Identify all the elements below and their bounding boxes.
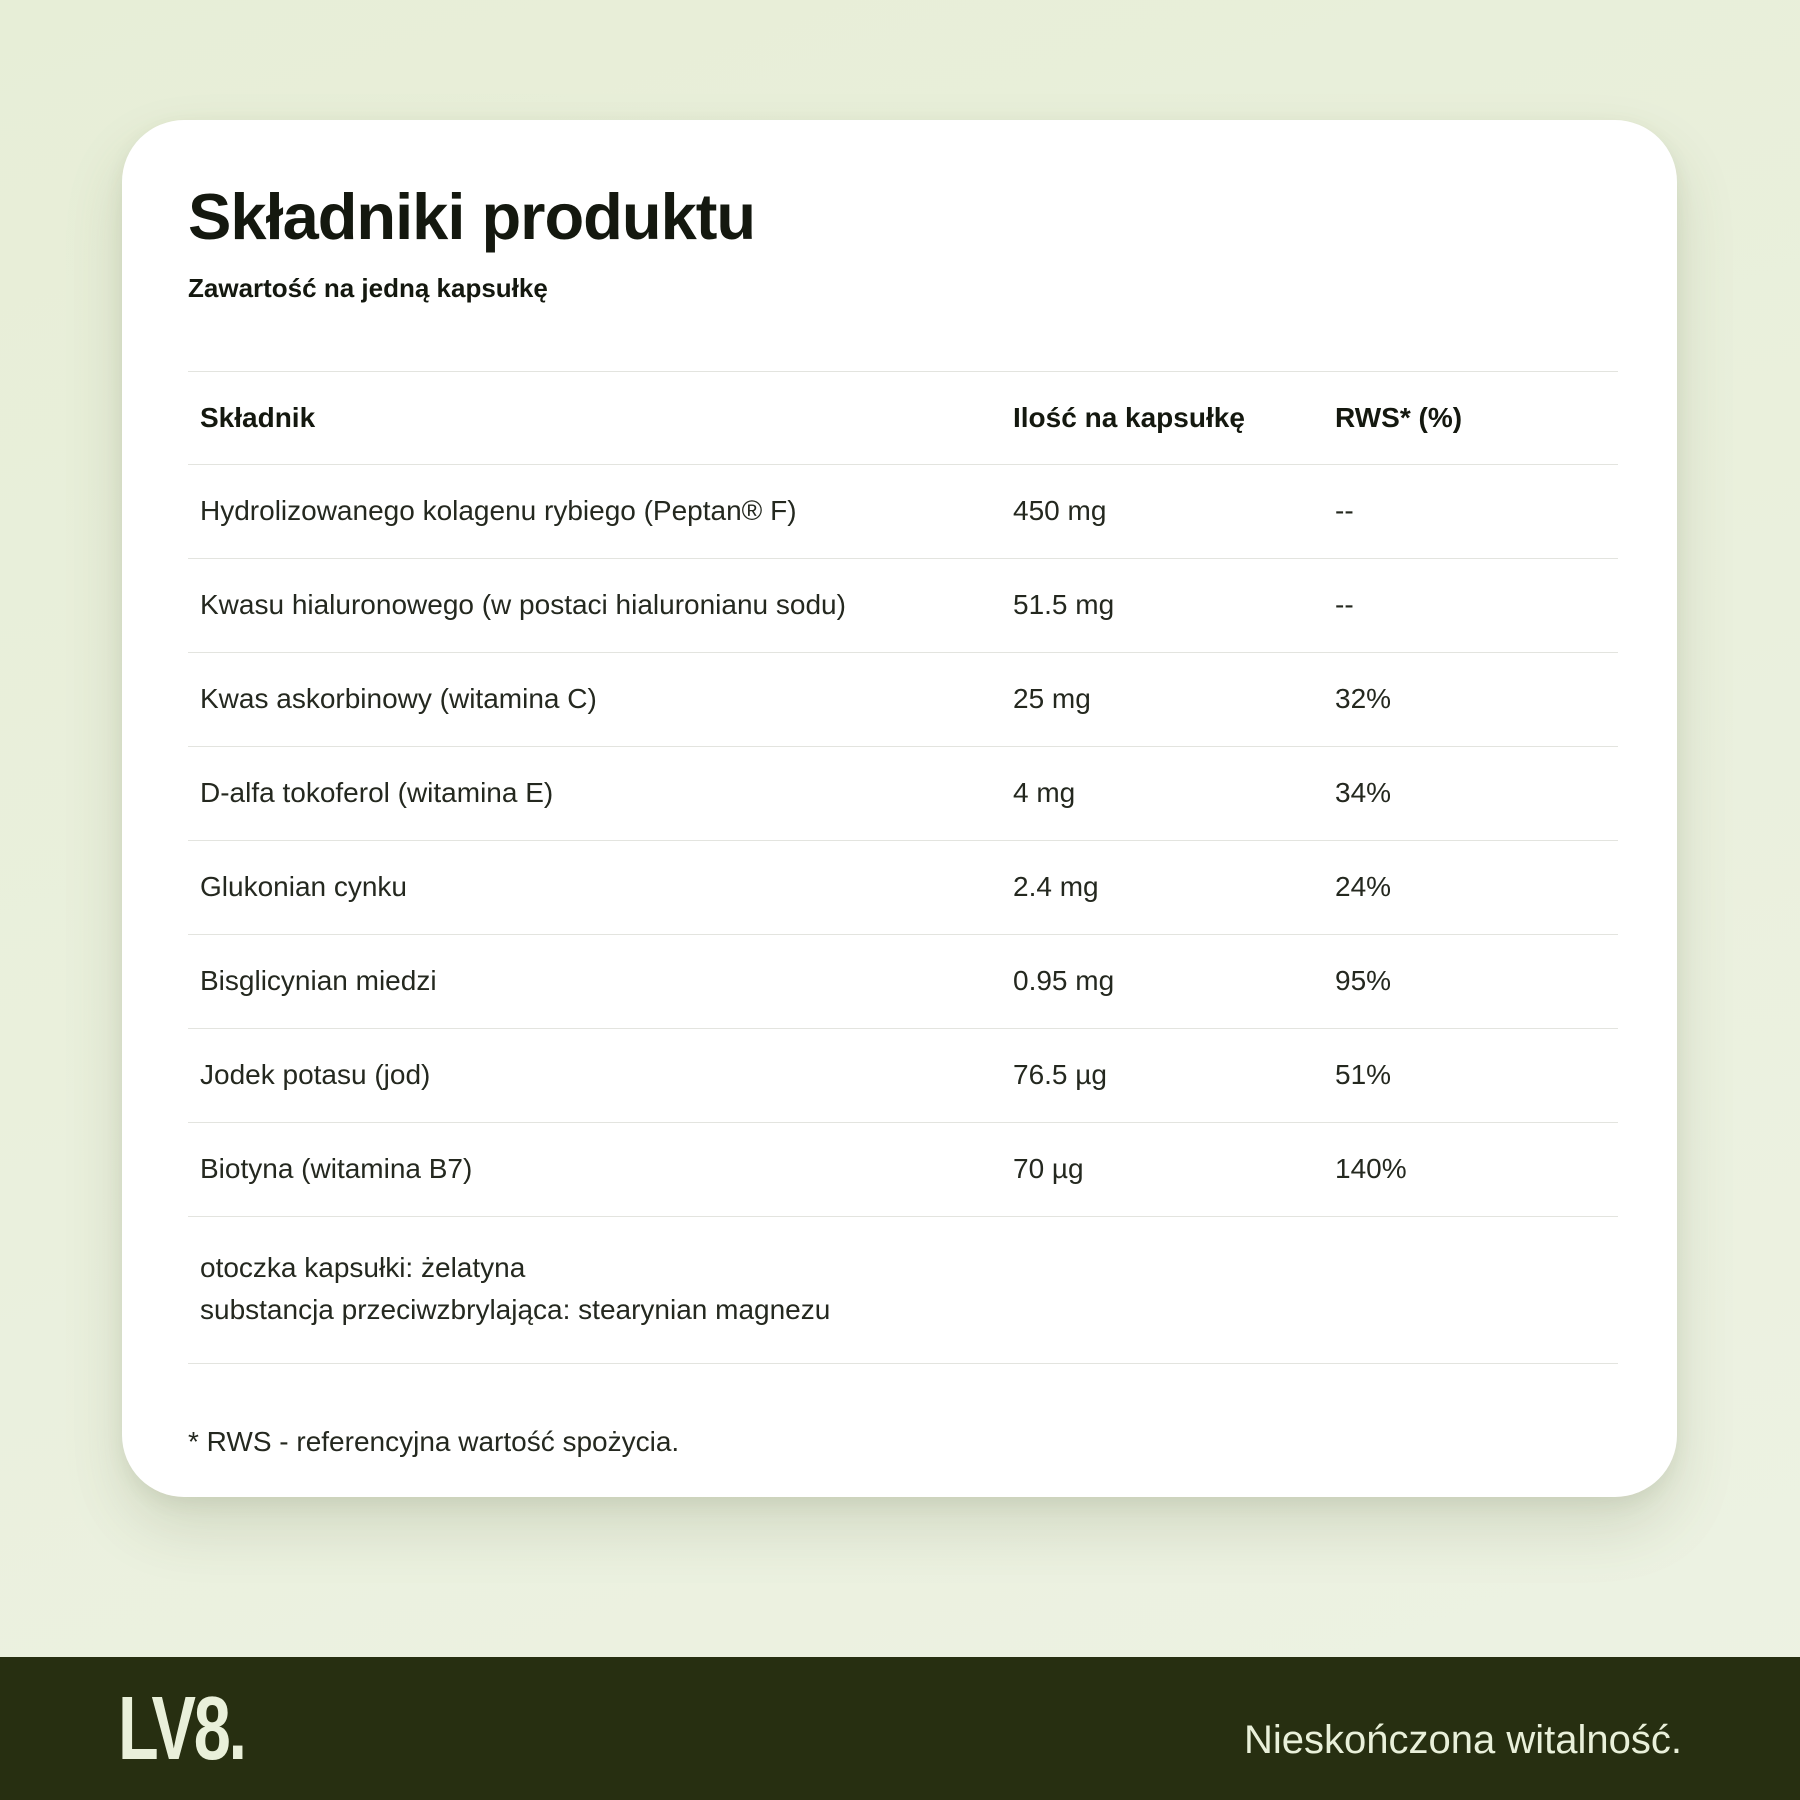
table-header-row bbox=[188, 371, 1618, 464]
table-row bbox=[188, 746, 1618, 840]
page-title: Składniki produktu bbox=[188, 180, 756, 253]
amount-cell: 70 µg bbox=[1001, 1122, 1323, 1216]
ingredient-cell: Bisglicynian miedzi bbox=[188, 934, 1001, 1028]
ingredient-cell: Glukonian cynku bbox=[188, 840, 1001, 934]
amount-cell: 25 mg bbox=[1001, 652, 1323, 746]
capsule-note-line: substancja przeciwzbrylająca: stearynian magnezu bbox=[200, 1293, 831, 1325]
table-row bbox=[188, 1028, 1618, 1122]
rws-cell: 32% bbox=[1323, 652, 1618, 746]
ingredient-cell: D-alfa tokoferol (witamina E) bbox=[188, 746, 1001, 840]
amount-cell: 4 mg bbox=[1001, 746, 1323, 840]
ingredient-cell: Hydrolizowanego kolagenu rybiego (Peptan® F) bbox=[188, 464, 1001, 558]
table-row bbox=[188, 1122, 1618, 1216]
amount-cell: 0.95 mg bbox=[1001, 934, 1323, 1028]
amount-cell: 450 mg bbox=[1001, 464, 1323, 558]
table-row bbox=[188, 464, 1618, 558]
table-header bbox=[188, 371, 1618, 464]
ingredient-cell: Kwas askorbinowy (witamina C) bbox=[188, 652, 1001, 746]
rws-footnote: * RWS - referencyjna wartość spożycia. bbox=[188, 1425, 680, 1457]
rws-cell: 34% bbox=[1323, 746, 1618, 840]
rws-cell: -- bbox=[1323, 464, 1618, 558]
amount-cell: 76.5 µg bbox=[1001, 1028, 1323, 1122]
table-notes bbox=[188, 1216, 1618, 1363]
ingredient-cell: Biotyna (witamina B7) bbox=[188, 1122, 1001, 1216]
ingredient-cell: Jodek potasu (jod) bbox=[188, 1028, 1001, 1122]
ingredients-card bbox=[122, 120, 1677, 1497]
capsule-note-line: otoczka kapsułki: żelatyna bbox=[200, 1251, 526, 1283]
page-subtitle: Zawartość na jedną kapsułkę bbox=[188, 273, 548, 303]
rws-cell: 140% bbox=[1323, 1122, 1618, 1216]
rws-cell: -- bbox=[1323, 558, 1618, 652]
ingredient-cell: Kwasu hialuronowego (w postaci hialuronianu sodu) bbox=[188, 558, 1001, 652]
table-row bbox=[188, 652, 1618, 746]
capsule-notes bbox=[188, 1216, 1618, 1363]
table-row bbox=[188, 558, 1618, 652]
rws-cell: 51% bbox=[1323, 1028, 1618, 1122]
column-header-ingredient: Składnik bbox=[188, 371, 1001, 464]
notes-row bbox=[188, 1216, 1618, 1363]
ingredients-table bbox=[188, 371, 1618, 1364]
footer-bar bbox=[0, 1657, 1800, 1800]
table-row bbox=[188, 934, 1618, 1028]
table-body bbox=[188, 464, 1618, 1216]
brand-logo: LV8. bbox=[118, 1678, 245, 1779]
column-header-rws: RWS* (%) bbox=[1323, 371, 1618, 464]
amount-cell: 51.5 mg bbox=[1001, 558, 1323, 652]
rws-cell: 95% bbox=[1323, 934, 1618, 1028]
table-row bbox=[188, 840, 1618, 934]
amount-cell: 2.4 mg bbox=[1001, 840, 1323, 934]
brand-tagline: Nieskończona witalność. bbox=[1244, 1718, 1682, 1762]
rws-cell: 24% bbox=[1323, 840, 1618, 934]
column-header-amount: Ilość na kapsułkę bbox=[1001, 371, 1323, 464]
